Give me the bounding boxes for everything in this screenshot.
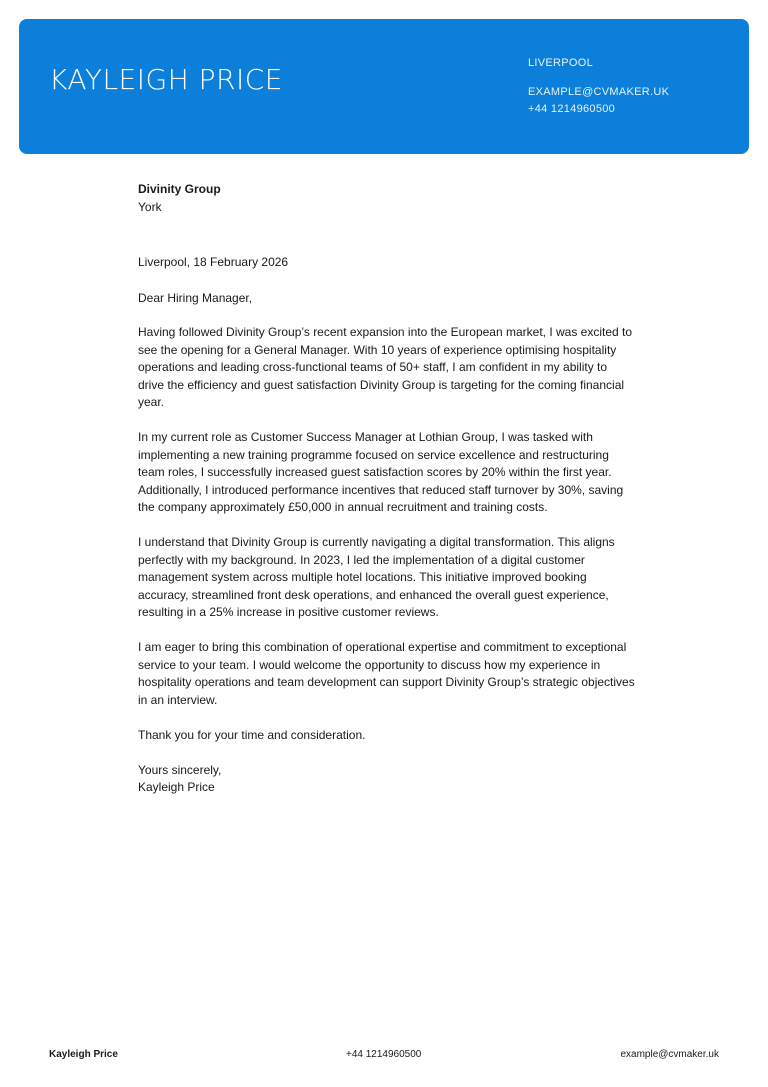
footer-name: Kayleigh Price (49, 1049, 118, 1060)
header-contact-block (528, 55, 669, 118)
header-city: LIVERPOOL (528, 57, 594, 69)
applicant-name: KAYLEIGH PRICE (49, 63, 283, 96)
recipient-city: York (138, 199, 162, 214)
footer-phone: +44 1214960500 (346, 1049, 422, 1060)
recipient-company: Divinity Group (138, 182, 221, 196)
letter-header (19, 19, 749, 154)
body-paragraph-1: Having followed Divinity Group’s recent expansion into the European market, I was excited to see the opening for a General Manager. With 10 years of experience optimising hospitality operations and leading cross-functional teams of 50+ staff, I am confident in my ability to drive the efficiency and guest satisfaction Divinity Group is targeting for the coming financial year. (138, 325, 633, 409)
signature-name: Kayleigh Price (138, 780, 215, 794)
body-paragraph-5: Thank you for your time and consideration. (138, 727, 366, 742)
date-line: Liverpool, 18 February 2026 (138, 255, 289, 269)
body-paragraph-4: I am eager to bring this combination of operational expertise and commitment to exceptional service to your team. I would welcome the opportunity to discuss how my experience in hospitality operations and team development can support Divinity Group’s strategic objectives in an interview. (138, 640, 635, 707)
letter-body (138, 181, 636, 797)
body-paragraph-2: In my current role as Customer Success Manager at Lothian Group, I was tasked with implementing a new training programme focused on service excellence and restructuring team roles, I successfully increased guest satisfaction scores by 20% within the first year. Additionally, I introduced performance incentives that reduced staff turnover by 30%, saving the company approximately £50,000 in annual recruitment and training costs. (138, 430, 624, 514)
footer-email: example@cvmaker.uk (620, 1049, 719, 1060)
header-email: EXAMPLE@CVMAKER.UK (528, 86, 670, 98)
sign-off: Yours sincerely, (138, 762, 222, 777)
greeting: Dear Hiring Manager, (138, 290, 253, 305)
body-paragraph-3: I understand that Divinity Group is currently navigating a digital transformation. This aligns perfectly with my background. In 2023, I led the implementation of a digital customer management system across multiple hotel locations. This initiative improved booking accuracy, streamlined front desk operations, and enhanced the overall guest experience, resulting in a 25% increase in positive customer reviews. (138, 535, 615, 619)
header-phone: +44 1214960500 (528, 103, 616, 115)
